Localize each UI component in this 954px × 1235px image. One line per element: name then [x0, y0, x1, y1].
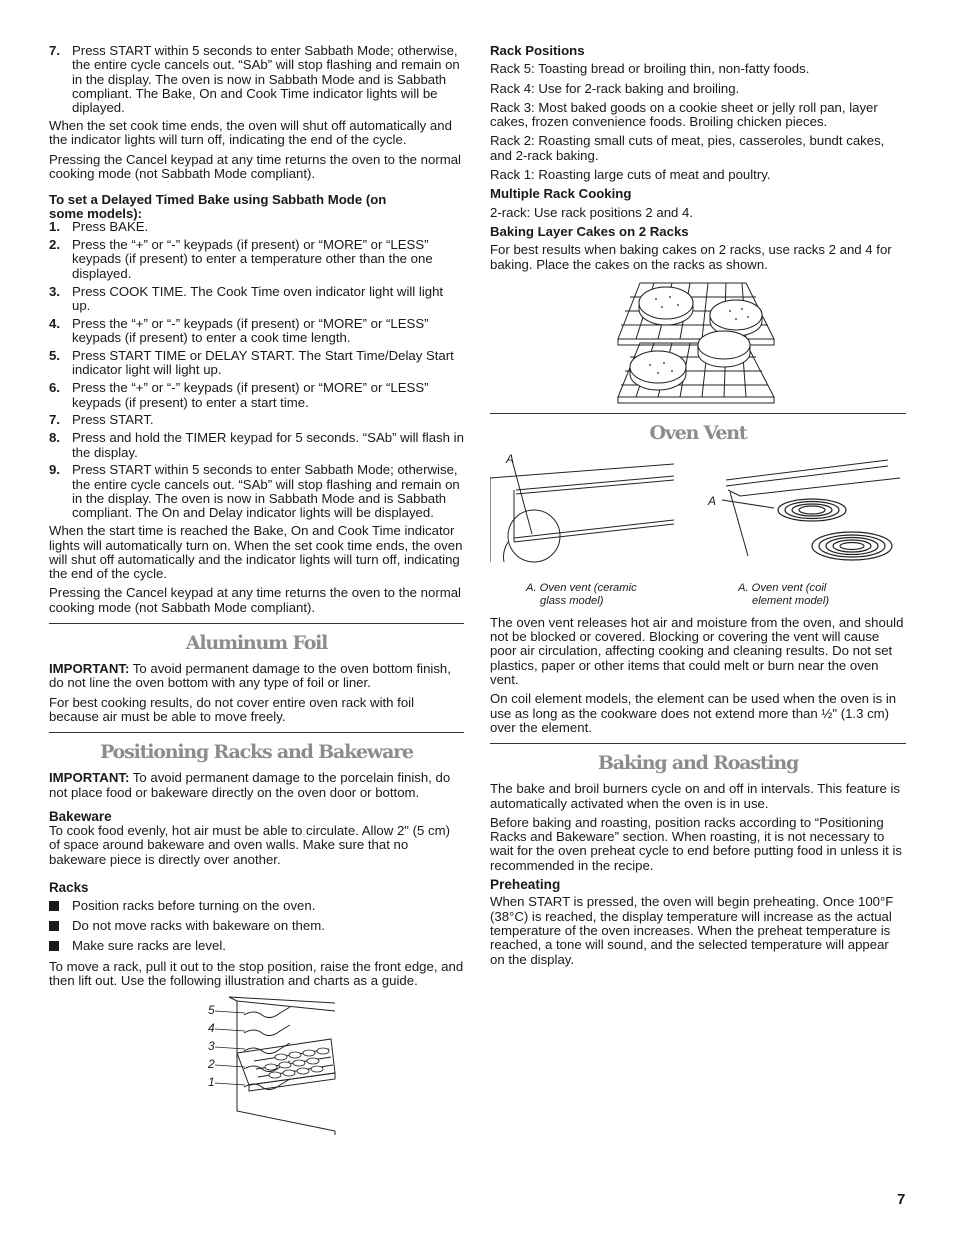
step-number: 5. — [49, 348, 60, 364]
step-text: Press the “+” or “-” keypads (if present) or “MORE” or “LESS” keypads (if present) to enter a temperature other than the one displayed. — [72, 237, 433, 281]
rack-positions-list — [490, 62, 906, 182]
oven-racks-drawing — [49, 993, 464, 1143]
list-item — [49, 220, 464, 234]
paragraph: The bake and broil burners cycle on and off in intervals. This feature is automatically activated when the oven is in use. — [490, 781, 901, 811]
step-text: Press START. — [72, 412, 154, 428]
list-item — [49, 939, 464, 953]
paragraph: For best cooking results, do not cover entire oven rack with foil because air must be able to move freely. — [49, 694, 415, 724]
paragraph: 2-rack: Use rack positions 2 and 4. — [490, 204, 694, 220]
left-column — [49, 44, 464, 1143]
section-title-oven-vent: Oven Vent — [649, 421, 747, 444]
step-number: 1. — [49, 219, 60, 235]
page-number: 7 — [897, 1191, 906, 1208]
paragraph: On coil element models, the element can be used when the oven is in use as long as the cookware does not extend more than ½" (1.3 cm) over the element. — [490, 691, 897, 735]
rack-positions-illustration — [49, 993, 464, 1143]
step-number: 8. — [49, 430, 60, 446]
two-rack-cakes-drawing — [490, 277, 906, 405]
paragraph: When the start time is reached the Bake, On and Cook Time indicator lights will automatically turn on. When the set cook time ends, the oven will shut off automatically and the indicator lights will turn off, indicating the end of the cycle. — [49, 523, 463, 582]
step-text: Press COOK TIME. The Cook Time oven indicator light will light up. — [72, 283, 444, 313]
rack-number-3: 3 — [208, 1039, 215, 1054]
list-item — [49, 381, 464, 410]
vent-caption-right: A. Oven vent (coil element model) — [738, 581, 830, 607]
delayed-bake-heading: To set a Delayed Timed Bake using Sabbath Mode (on some models): — [49, 192, 387, 221]
square-bullet-icon — [49, 941, 59, 951]
paragraph: Pressing the Cancel keypad at any time returns the oven to the normal cooking mode (not Sabbath Mode compliant). — [49, 151, 461, 181]
paragraph: To cook food evenly, hot air must be able to circulate. Allow 2" (5 cm) of space around bakeware and oven walls. Make sure that no bakeware piece is directly over another. — [49, 823, 450, 867]
step-text: Press and hold the TIMER keypad for 5 seconds. “SAb” will flash in the display. — [72, 430, 464, 460]
step-number: 7. — [49, 43, 60, 58]
bullet-text: Position racks before turning on the oven. — [72, 898, 316, 914]
important-label: IMPORTANT: — [49, 770, 130, 786]
list-item — [49, 919, 464, 933]
sabbath-steps-continued — [49, 44, 464, 115]
rack-position-item: Rack 2: Roasting small cuts of meat, pies, casseroles, bundt cakes, and 2-rack baking. — [490, 133, 885, 163]
racks-bullet-list — [49, 899, 464, 953]
step-number: 6. — [49, 380, 60, 396]
list-item — [49, 317, 464, 346]
list-item — [49, 463, 464, 520]
paragraph — [49, 662, 464, 691]
important-text: To avoid permanent damage to the oven bottom finish, do not line the oven bottom with any type of foil or liner. — [49, 661, 451, 691]
paragraph: Before baking and roasting, position racks according to “Positioning Racks and Bakeware” section. When roasting, it is not necessary to wait for the oven preheat cycle to end before putting food in unless it is recommended in the recipe. — [490, 814, 902, 873]
rack-number-4: 4 — [208, 1021, 215, 1036]
racks-heading: Racks — [49, 880, 89, 895]
step-number: 4. — [49, 315, 60, 331]
step-text: Press the “+” or “-” keypads (if present) or “MORE” or “LESS” keypads (if present) to enter a cook time length. — [72, 315, 429, 346]
vent-caption-left: A. Oven vent (ceramic glass model) — [526, 581, 637, 607]
paragraph — [49, 771, 464, 800]
square-bullet-icon — [49, 921, 59, 931]
paragraph: The oven vent releases hot air and moisture from the oven, and should not be blocked or covered. Blocking or covering the vent will cause poor air circulation, affecting cooking and cleaning results. Do not set plastics, paper or other items that could melt or burn near the oven vent. — [490, 614, 904, 688]
paragraph: For best results when baking cakes on 2 racks, use racks 2 and 4 for baking. Place the cakes on the racks as shown. — [490, 242, 892, 272]
oven-vent-illustrations — [490, 452, 906, 610]
vent-label-a-left: A — [506, 451, 515, 466]
step-text: Press START within 5 seconds to enter Sabbath Mode; otherwise, the entire cycle cancels out. “SAb” will stop flashing and remain on in the display. The oven is now in Sabbath Mode and is Sabbath compliant. The On and Delay indicator lights will be displayed. — [72, 462, 460, 521]
bakeware-heading: Bakeware — [49, 808, 112, 824]
important-label: IMPORTANT: — [49, 661, 130, 677]
rack-position-item: Rack 1: Roasting large cuts of meat and poultry. — [490, 167, 771, 183]
section-divider — [490, 413, 906, 414]
rack-number-1: 1 — [208, 1075, 215, 1090]
right-column — [490, 44, 906, 972]
important-text: To avoid permanent damage to the porcelain finish, do not place food or bakeware directly on the oven door or bottom. — [49, 770, 451, 800]
layer-cakes-heading: Baking Layer Cakes on 2 Racks — [490, 223, 689, 239]
multiple-rack-heading: Multiple Rack Cooking — [490, 186, 632, 202]
rack-position-item: Rack 3: Most baked goods on a cookie sheet or jelly roll pan, layer cakes, frozen convenience foods. Broiling chicken pieces. — [490, 99, 878, 130]
rack-position-item: Rack 4: Use for 2-rack baking and broiling. — [490, 80, 740, 96]
bullet-text: Make sure racks are level. — [72, 938, 226, 954]
list-item — [49, 285, 464, 314]
paragraph: When the set cook time ends, the oven will shut off automatically and the indicator lights will turn off, indicating the end of the cycle. — [49, 118, 452, 148]
step-number: 7. — [49, 412, 60, 428]
section-divider — [49, 732, 464, 733]
section-title-baking-roasting: Baking and Roasting — [597, 752, 799, 775]
section-title-aluminum-foil: Aluminum Foil — [185, 632, 328, 655]
list-item — [49, 44, 464, 115]
vent-label-a-right: A — [708, 493, 717, 508]
rack-positions-heading: Rack Positions — [490, 43, 585, 58]
list-item — [49, 899, 464, 913]
rack-number-2: 2 — [208, 1057, 215, 1072]
step-number: 3. — [49, 283, 60, 299]
square-bullet-icon — [49, 901, 59, 911]
section-title-positioning: Positioning Racks and Bakeware — [100, 741, 413, 764]
paragraph: Pressing the Cancel keypad at any time returns the oven to the normal cooking mode (not Sabbath Mode compliant). — [49, 585, 461, 615]
step-number: 9. — [49, 462, 60, 478]
layer-cakes-illustration — [490, 277, 906, 405]
step-text: Press BAKE. — [72, 219, 149, 235]
step-number: 2. — [49, 237, 60, 253]
section-divider — [490, 743, 906, 744]
step-text: Press START TIME or DELAY START. The Start Time/Delay Start indicator light will light up. — [72, 348, 454, 378]
rack-number-5: 5 — [208, 1003, 215, 1018]
list-item — [49, 238, 464, 281]
list-item — [49, 349, 464, 378]
list-item — [49, 413, 464, 427]
list-item — [49, 431, 464, 460]
delayed-bake-steps — [49, 220, 464, 520]
section-divider — [49, 623, 464, 624]
preheating-heading: Preheating — [490, 877, 561, 893]
bullet-text: Do not move racks with bakeware on them. — [72, 918, 325, 934]
paragraph: To move a rack, pull it out to the stop position, raise the front edge, and then lift out. Use the following illustration and charts as a guide. — [49, 958, 464, 989]
paragraph: When START is pressed, the oven will begin preheating. Once 100°F (38°C) is reached, the display temperature will increase as the actual temperature of the oven increases. When the preheat temperature is reached, a tone will sound, and the selected temperature will appear on the display. — [490, 894, 894, 967]
step-text: Press START within 5 seconds to enter Sabbath Mode; otherwise, the entire cycle cancels out. “SAb” will stop flashing and remain on in the display. The oven is now in Sabbath Mode and is Sabbath compliant. The Bake, On and Cook Time indicator lights will be diplayed. — [72, 43, 460, 116]
rack-position-item: Rack 5: Toasting bread or broiling thin, non-fatty foods. — [490, 61, 810, 77]
step-text: Press the “+” or “-” keypads (if present) or “MORE” or “LESS” keypads (if present) to enter a start time. — [72, 380, 429, 410]
